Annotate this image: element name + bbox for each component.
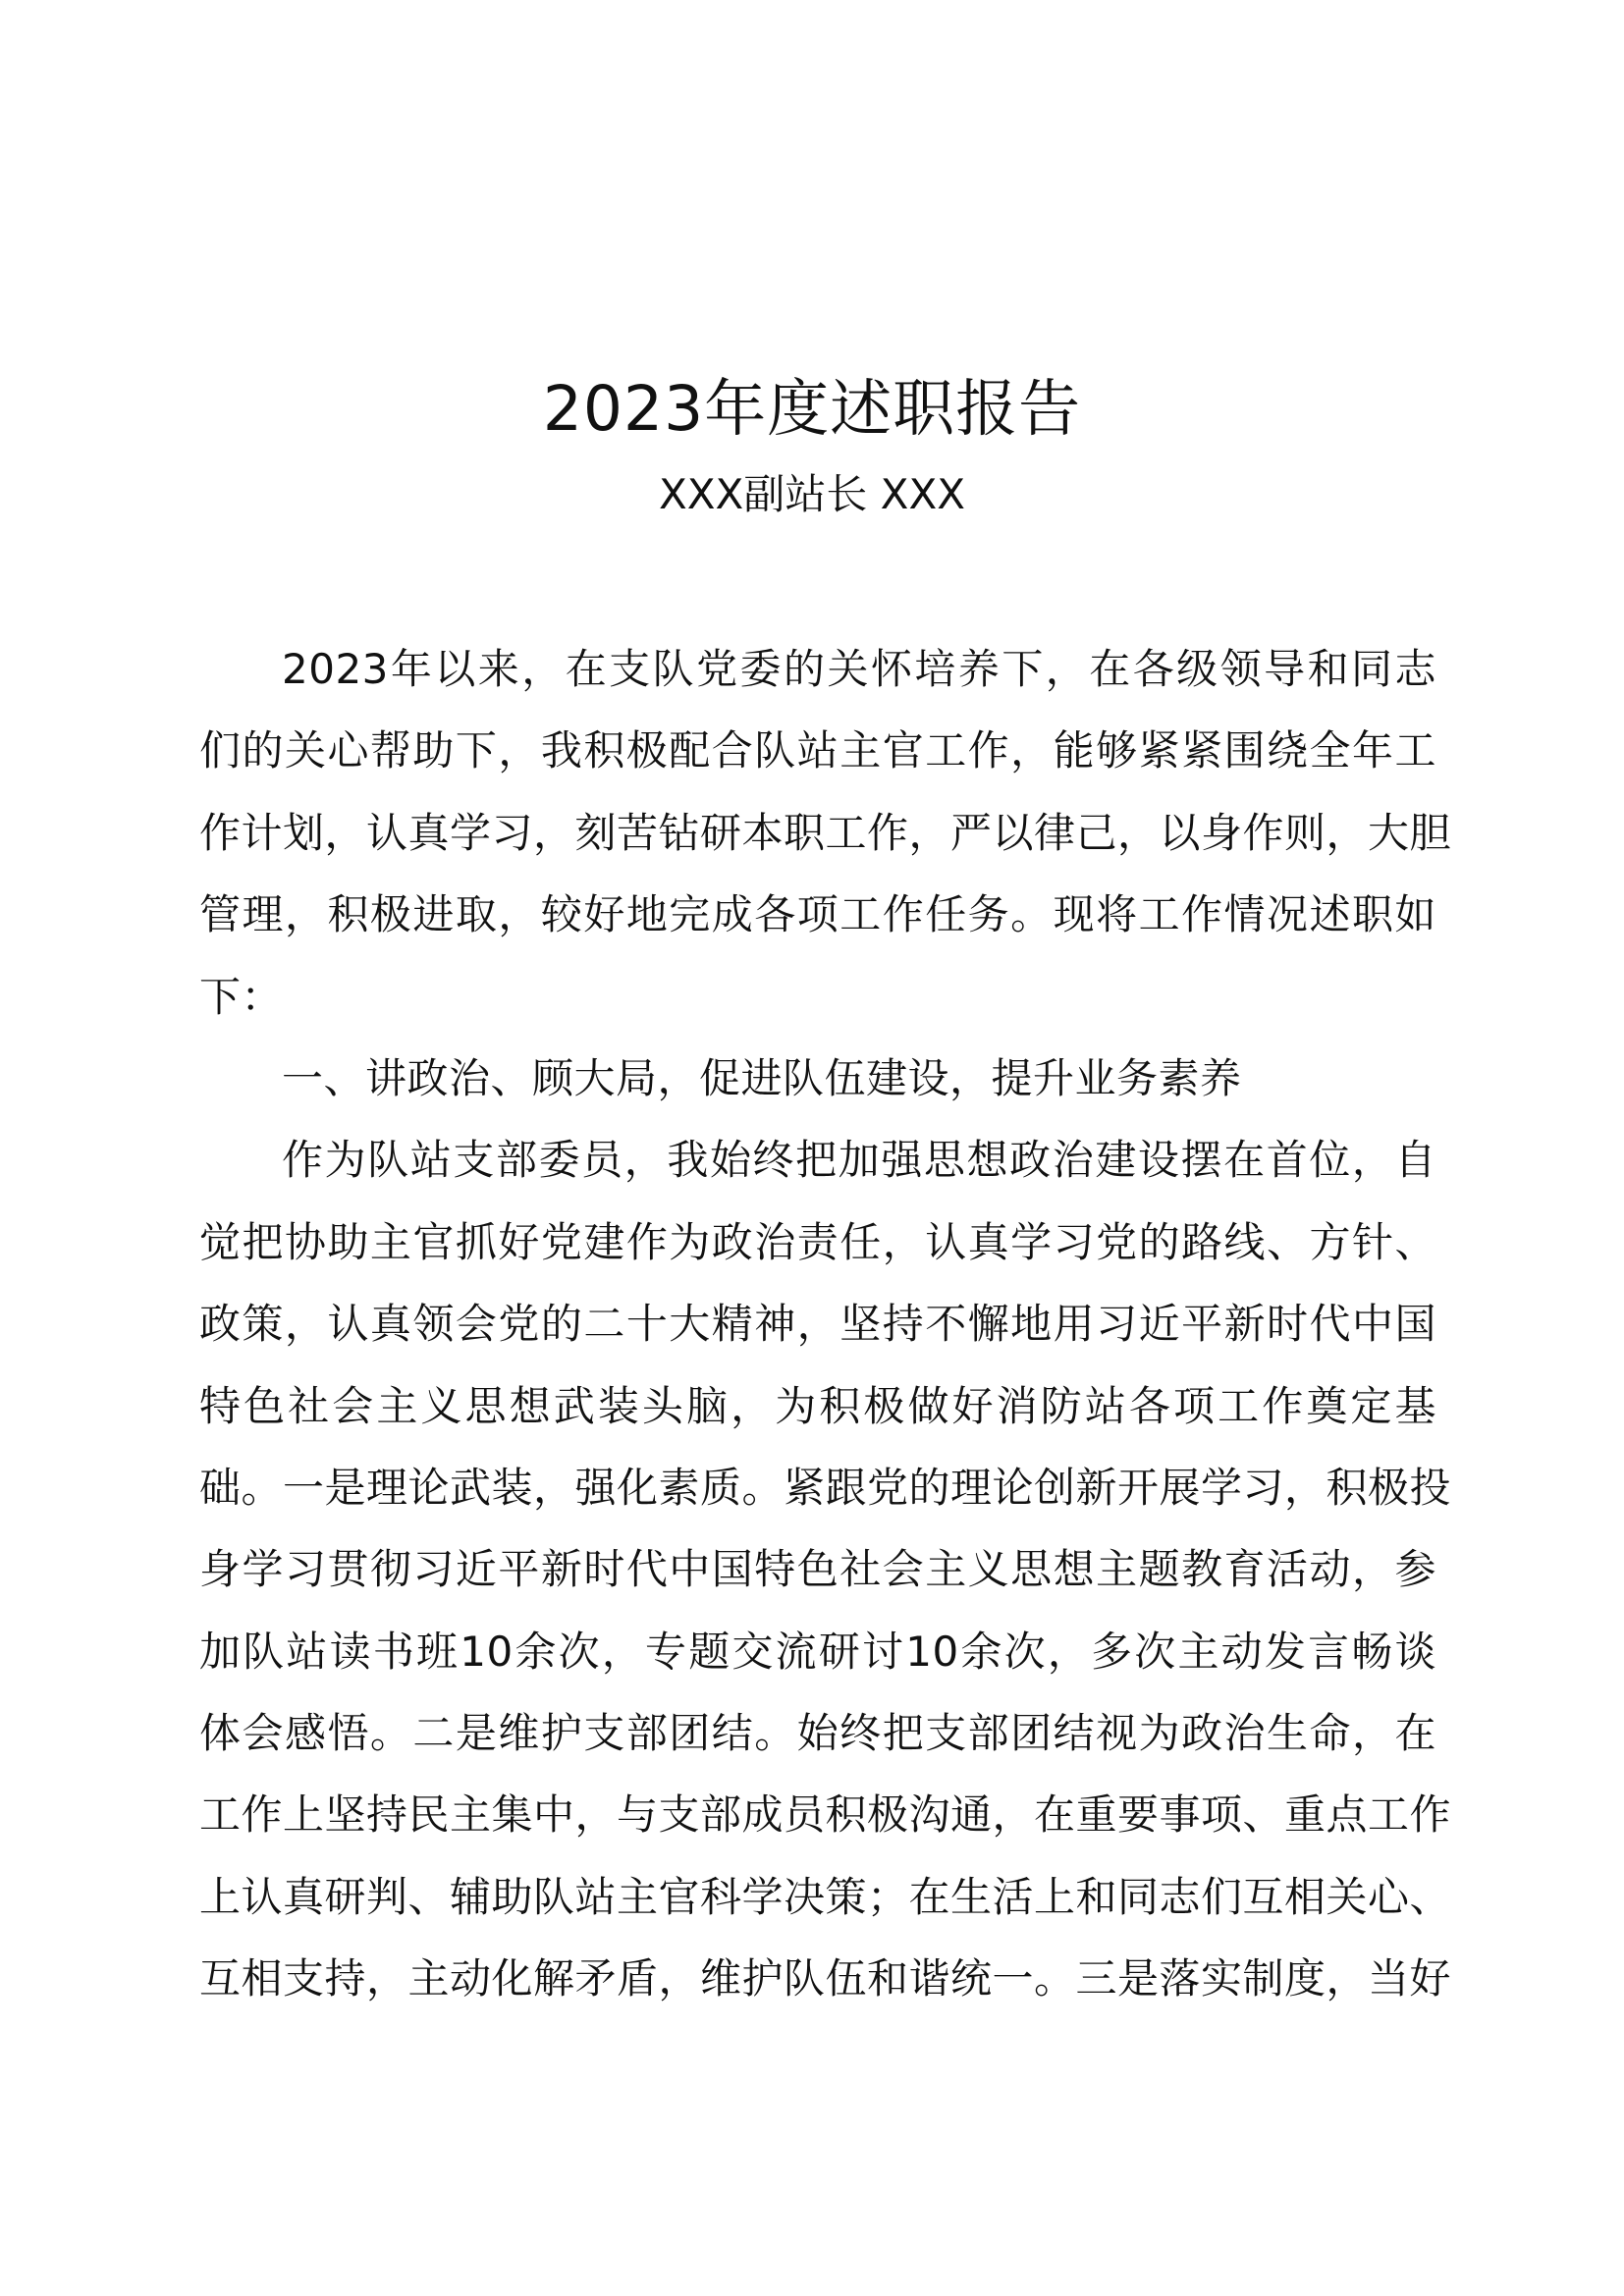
body-line: 管理，积极进取，较好地完成各项工作任务。现将工作情况述职如 [199,890,1436,939]
document-body [199,628,1452,2020]
body-line: 工作上坚持民主集中，与支部成员积极沟通，在重要事项、重点工作 [199,1790,1452,1840]
body-line: 上认真研判、辅助队站主官科学决策；在生活上和同志们互相关心、 [199,1872,1452,1921]
body-line: 特色社会主义思想武装头脑，为积极做好消防站各项工作奠定基 [199,1381,1436,1430]
body-line: 们的关心帮助下，我积极配合队站主官工作，能够紧紧围绕全年工 [199,726,1436,775]
body-line: 础。一是理论武装，强化素质。紧跟党的理论创新开展学习，积极投 [199,1463,1452,1512]
body-line: 身学习贯彻习近平新时代中国特色社会主义思想主题教育活动，参 [199,1545,1436,1594]
body-line: 作计划，认真学习，刻苦钻研本职工作，严以律己，以身作则，大胆 [199,808,1452,857]
body-line: 互相支持，主动化解矛盾，维护队伍和谐统一。三是落实制度，当好 [199,1954,1452,2003]
body-line: 下： [199,972,284,1021]
document-subtitle: XXX副站长 XXX [659,470,965,518]
body-line: 政策，认真领会党的二十大精神，坚持不懈地用习近平新时代中国 [199,1300,1436,1349]
section-heading: 一、讲政治、顾大局，促进队伍建设，提升业务素养 [282,1053,1242,1102]
body-line: 加队站读书班10余次，专题交流研讨10余次，多次主动发言畅谈 [199,1627,1436,1676]
body-line: 2023年以来，在支队党委的关怀培养下，在各级领导和同志 [282,645,1436,693]
document-title: 2023年度述职报告 [542,373,1082,445]
body-line: 觉把协助主官抓好党建作为政治责任，认真学习党的路线、方针、 [199,1217,1436,1266]
body-line: 体会感悟。二是维护支部团结。始终把支部团结视为政治生命，在 [199,1709,1436,1758]
body-line: 作为队站支部委员，我始终把加强思想政治建设摆在首位，自 [282,1136,1436,1185]
